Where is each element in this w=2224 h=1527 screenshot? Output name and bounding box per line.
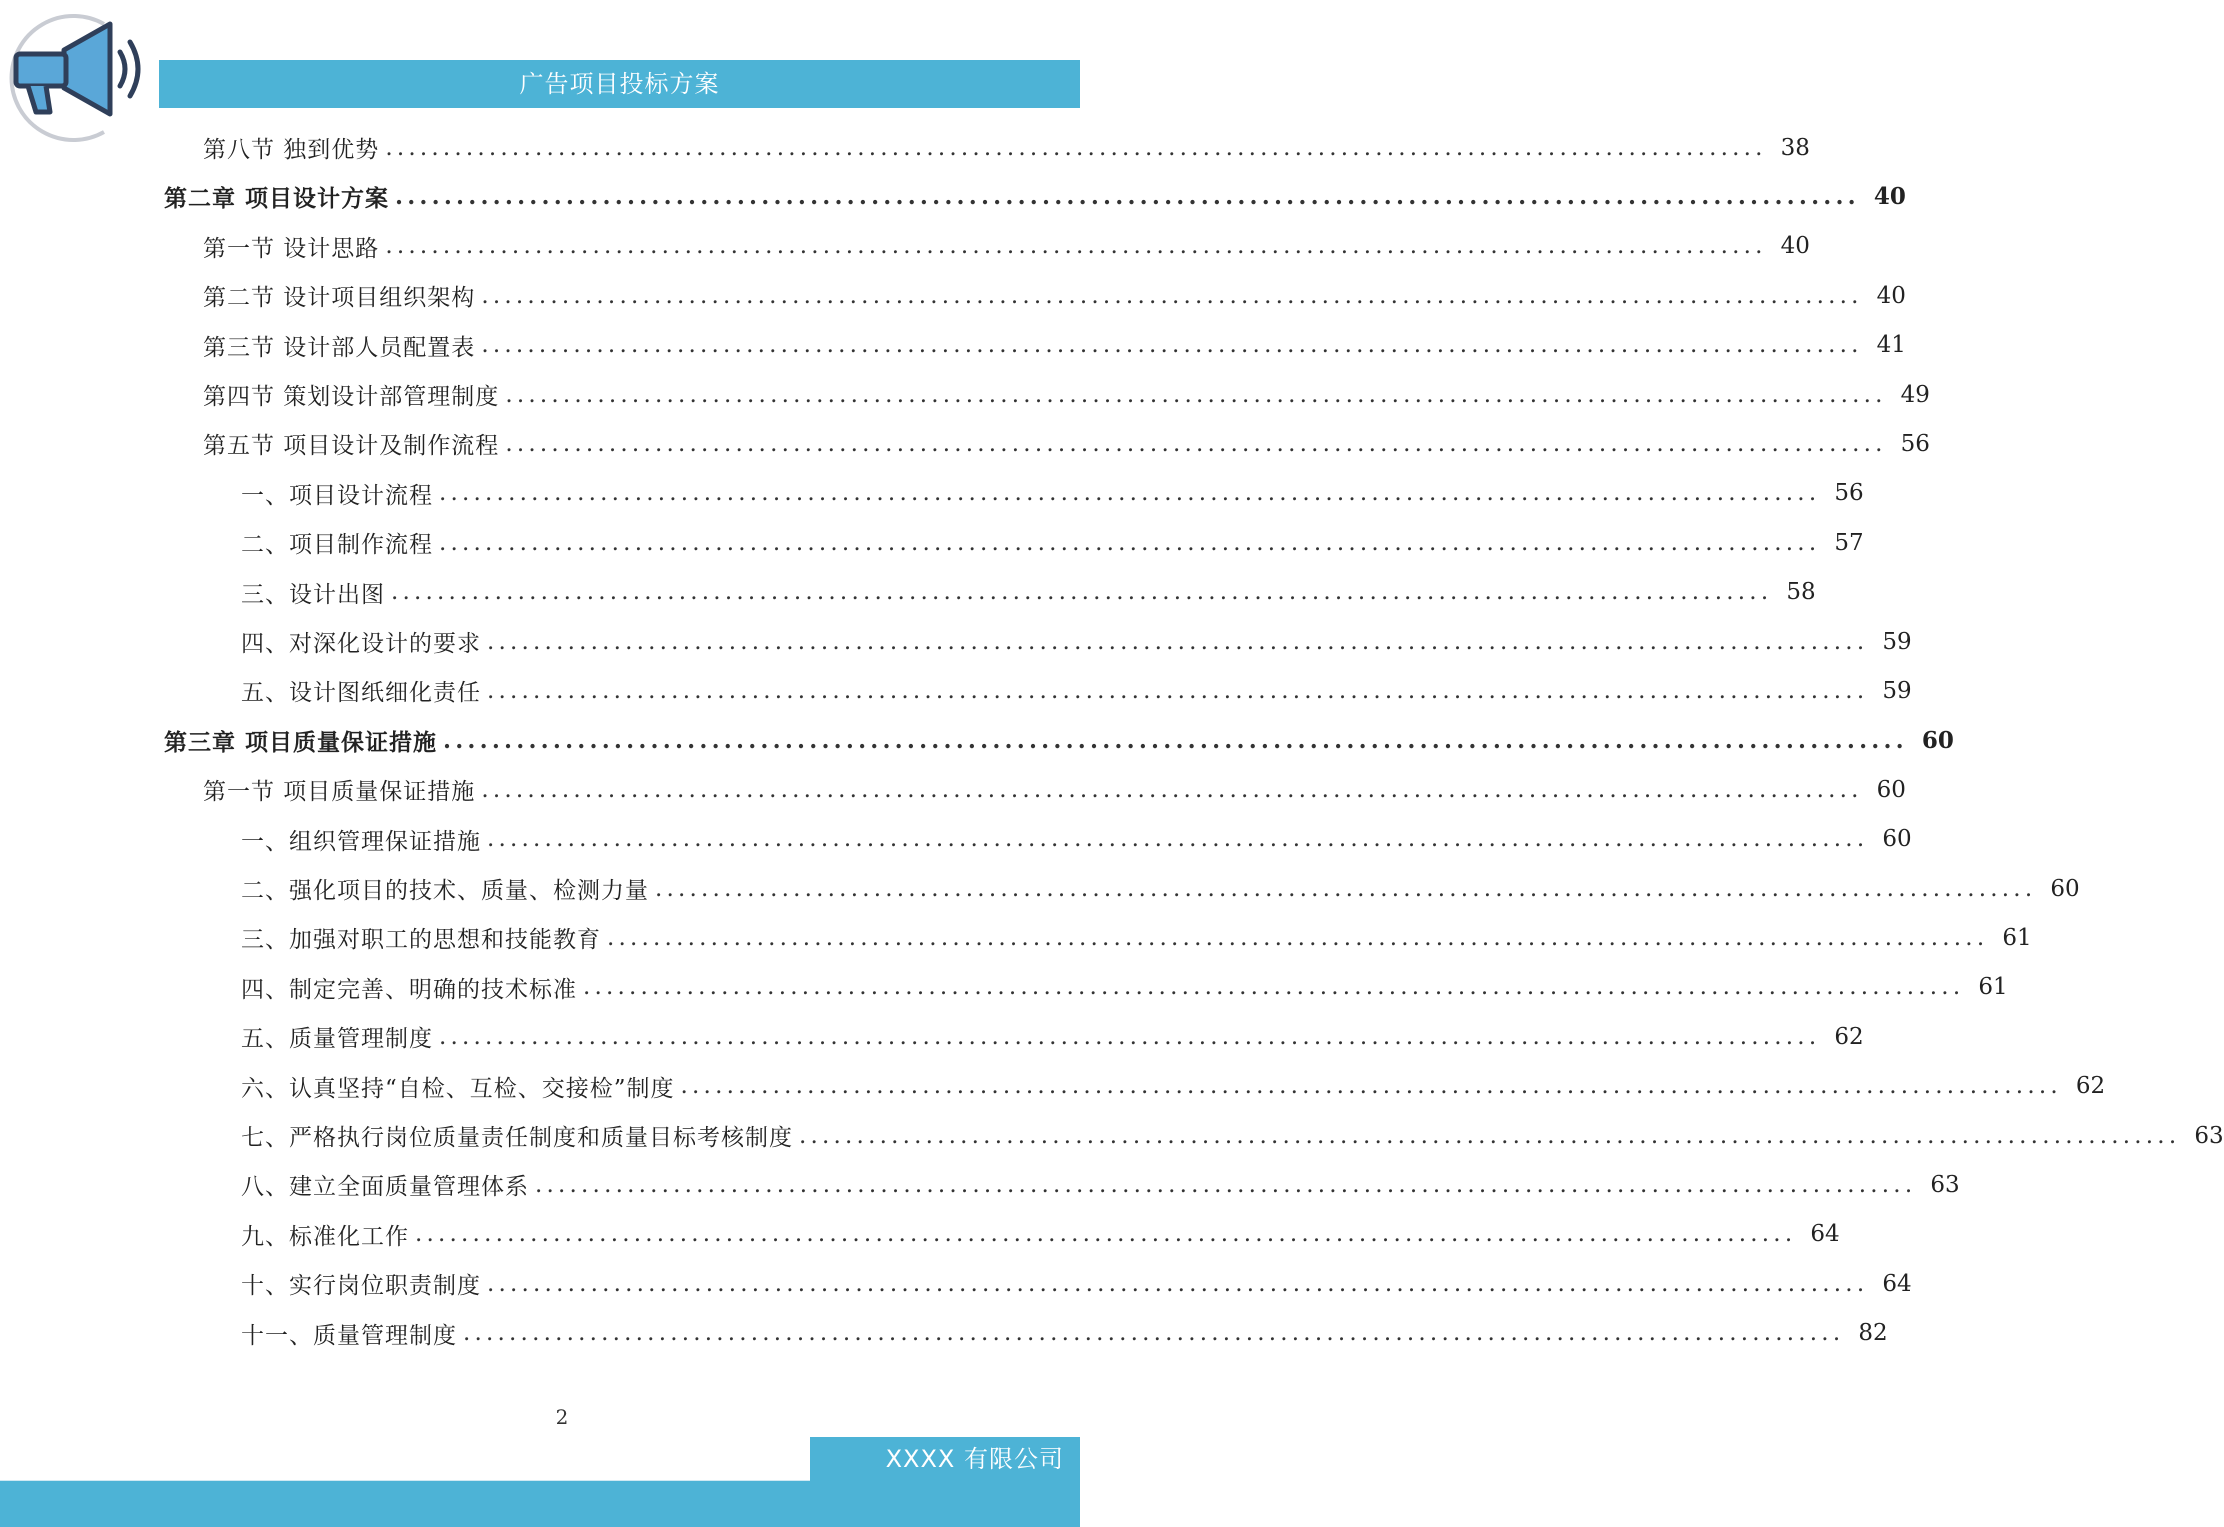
toc-entry-page: 62 (1834, 1023, 1864, 1050)
toc-entry[interactable] (241, 666, 1912, 715)
toc-entry[interactable] (203, 370, 1930, 419)
footer-band (0, 1481, 1080, 1527)
toc-entry[interactable] (241, 815, 1912, 864)
toc-entry-label: 第二章 项目设计方案 (164, 185, 390, 213)
toc-entry-page: 40 (1876, 282, 1906, 309)
toc-dot-leader: ........................................................................................................................ (439, 1023, 1821, 1050)
toc-entry-page: 60 (1921, 726, 1954, 754)
toc-entry-page: 82 (1858, 1320, 1888, 1347)
toc-entry[interactable] (203, 419, 1930, 468)
toc-entry-label: 五、质量管理制度 (241, 1026, 433, 1053)
toc-entry-page: 59 (1882, 628, 1912, 655)
toc-entry-page: 60 (1882, 826, 1912, 853)
toc-entry-label: 九、标准化工作 (241, 1223, 409, 1250)
toc-entry-label: 一、组织管理保证措施 (241, 828, 481, 855)
toc-dot-leader: ........................................................................................................................ (443, 726, 1908, 754)
toc-entry-label: 十一、质量管理制度 (241, 1322, 457, 1349)
toc-entry-page: 56 (1900, 430, 1930, 457)
page-number: 2 (555, 1405, 569, 1429)
toc-entry-page: 61 (2002, 924, 2032, 951)
toc-dot-leader: ........................................................................................................................ (680, 1073, 2062, 1100)
toc-entry-label: 第一节 设计思路 (203, 235, 380, 262)
toc-entry-label: 第八节 独到优势 (203, 137, 380, 163)
toc-entry[interactable] (241, 1160, 1960, 1209)
document-title: 广告项目投标方案 (519, 70, 720, 98)
toc-entry-page: 63 (1930, 1171, 1960, 1198)
toc-entry-page: 59 (1882, 677, 1912, 704)
toc-entry-page: 64 (1810, 1221, 1840, 1248)
toc-entry-label: 三、设计出图 (241, 581, 385, 608)
toc-entry[interactable] (164, 172, 1906, 221)
toc-dot-leader: ........................................................................................................................ (799, 1122, 2181, 1149)
toc-entry-label: 第二节 设计项目组织架构 (203, 285, 476, 312)
toc-entry-label: 第一节 项目质量保证措施 (203, 779, 476, 806)
toc-dot-leader: ........................................................................................................................ (655, 875, 2037, 902)
toc-dot-leader: ........................................................................................................................ (487, 677, 1869, 704)
toc-dot-leader: ........................................................................................................................ (439, 480, 1821, 507)
toc-entry-label: 第五节 项目设计及制作流程 (203, 433, 500, 460)
toc-dot-leader: ........................................................................................................................ (607, 924, 1989, 951)
toc-dot-leader: ........................................................................................................................ (583, 974, 1965, 1001)
toc-dot-leader: ........................................................................................................................ (415, 1221, 1797, 1248)
toc-entry-label: 二、强化项目的技术、质量、检测力量 (241, 878, 649, 904)
toc-dot-leader: ........................................................................................................................ (505, 430, 1887, 457)
toc-dot-leader: ........................................................................................................................ (481, 282, 1863, 309)
toc-entry-label: 四、对深化设计的要求 (241, 631, 481, 657)
toc-entry-page: 41 (1876, 332, 1906, 359)
toc-dot-leader: ........................................................................................................................ (487, 1270, 1869, 1297)
toc-dot-leader: ........................................................................................................................ (481, 332, 1863, 359)
toc-entry-page: 56 (1834, 480, 1864, 507)
header-bar (159, 60, 1080, 108)
toc-entry-page: 58 (1786, 579, 1816, 606)
toc-entry-page: 64 (1882, 1270, 1912, 1297)
toc-entry-page: 40 (1780, 233, 1810, 260)
toc-entry[interactable] (164, 716, 1954, 765)
toc-entry[interactable] (241, 617, 1912, 666)
toc-entry-page: 38 (1780, 134, 1810, 161)
toc-dot-leader: ........................................................................................................................ (535, 1171, 1917, 1198)
toc-entry[interactable] (241, 913, 2032, 962)
toc-dot-leader: ........................................................................................................................ (487, 826, 1869, 853)
toc-dot-leader: ........................................................................................................................ (481, 776, 1863, 803)
toc-dot-leader: ........................................................................................................................ (395, 183, 1860, 211)
toc-entry[interactable] (203, 765, 1906, 814)
toc-entry-label: 二、项目制作流程 (241, 532, 433, 559)
megaphone-icon (6, 12, 146, 144)
toc-entry-label: 第三节 设计部人员配置表 (203, 334, 476, 361)
toc-dot-leader: ........................................................................................................................ (463, 1320, 1845, 1347)
toc-entry[interactable] (241, 1062, 2106, 1111)
toc-entry-page: 40 (1873, 183, 1906, 211)
toc-entry-label: 七、严格执行岗位质量责任制度和质量目标考核制度 (241, 1125, 793, 1151)
toc-entry[interactable] (241, 568, 1816, 617)
toc-entry-page: 63 (2194, 1122, 2224, 1149)
toc-entry-label: 五、设计图纸细化责任 (241, 680, 481, 707)
toc-dot-leader: ........................................................................................................................ (505, 381, 1887, 408)
toc-entry[interactable] (241, 1259, 1912, 1308)
toc-entry[interactable] (203, 271, 1906, 320)
toc-entry-label: 十、实行岗位职责制度 (241, 1273, 481, 1300)
toc-entry-page: 57 (1834, 529, 1864, 556)
toc-entry[interactable] (241, 1210, 1840, 1259)
toc-entry-page: 49 (1900, 381, 1930, 408)
toc-dot-leader: ........................................................................................................................ (487, 628, 1869, 655)
toc-entry-label: 第三章 项目质量保证措施 (164, 728, 438, 756)
company-name: XXXX 有限公司 (885, 1445, 1064, 1473)
toc-entry[interactable] (241, 1309, 1888, 1358)
toc-dot-leader: ........................................................................................................................ (385, 233, 1767, 260)
toc-entry-label: 第四节 策划设计部管理制度 (203, 384, 500, 410)
toc-entry-label: 一、项目设计流程 (241, 482, 433, 509)
toc-entry-page: 61 (1978, 974, 2008, 1001)
toc-entry[interactable] (241, 963, 2008, 1012)
footer-tab (810, 1437, 1080, 1482)
toc-entry[interactable] (241, 1012, 1864, 1061)
toc-dot-leader: ........................................................................................................................ (385, 134, 1767, 161)
toc-entry[interactable] (203, 321, 1906, 370)
toc-entry-page: 60 (1876, 776, 1906, 803)
toc-entry-page: 60 (2050, 875, 2080, 902)
toc-dot-leader: ........................................................................................................................ (391, 579, 1773, 606)
toc-entry-label: 三、加强对职工的思想和技能教育 (241, 927, 601, 954)
toc-entry[interactable] (241, 518, 1864, 567)
toc-entry[interactable] (241, 864, 2080, 913)
toc-entry-label: 四、制定完善、明确的技术标准 (241, 976, 577, 1003)
toc-entry[interactable] (203, 123, 1810, 172)
toc-entry-label: 六、认真坚持“自检、互检、交接检”制度 (241, 1075, 675, 1102)
toc-entry-page: 62 (2075, 1073, 2106, 1100)
toc-entry[interactable] (203, 222, 1810, 271)
toc-dot-leader: ........................................................................................................................ (439, 529, 1821, 556)
toc-entry-label: 八、建立全面质量管理体系 (241, 1174, 529, 1201)
toc-entry[interactable] (241, 469, 1864, 518)
toc-entry[interactable] (241, 1111, 2224, 1160)
